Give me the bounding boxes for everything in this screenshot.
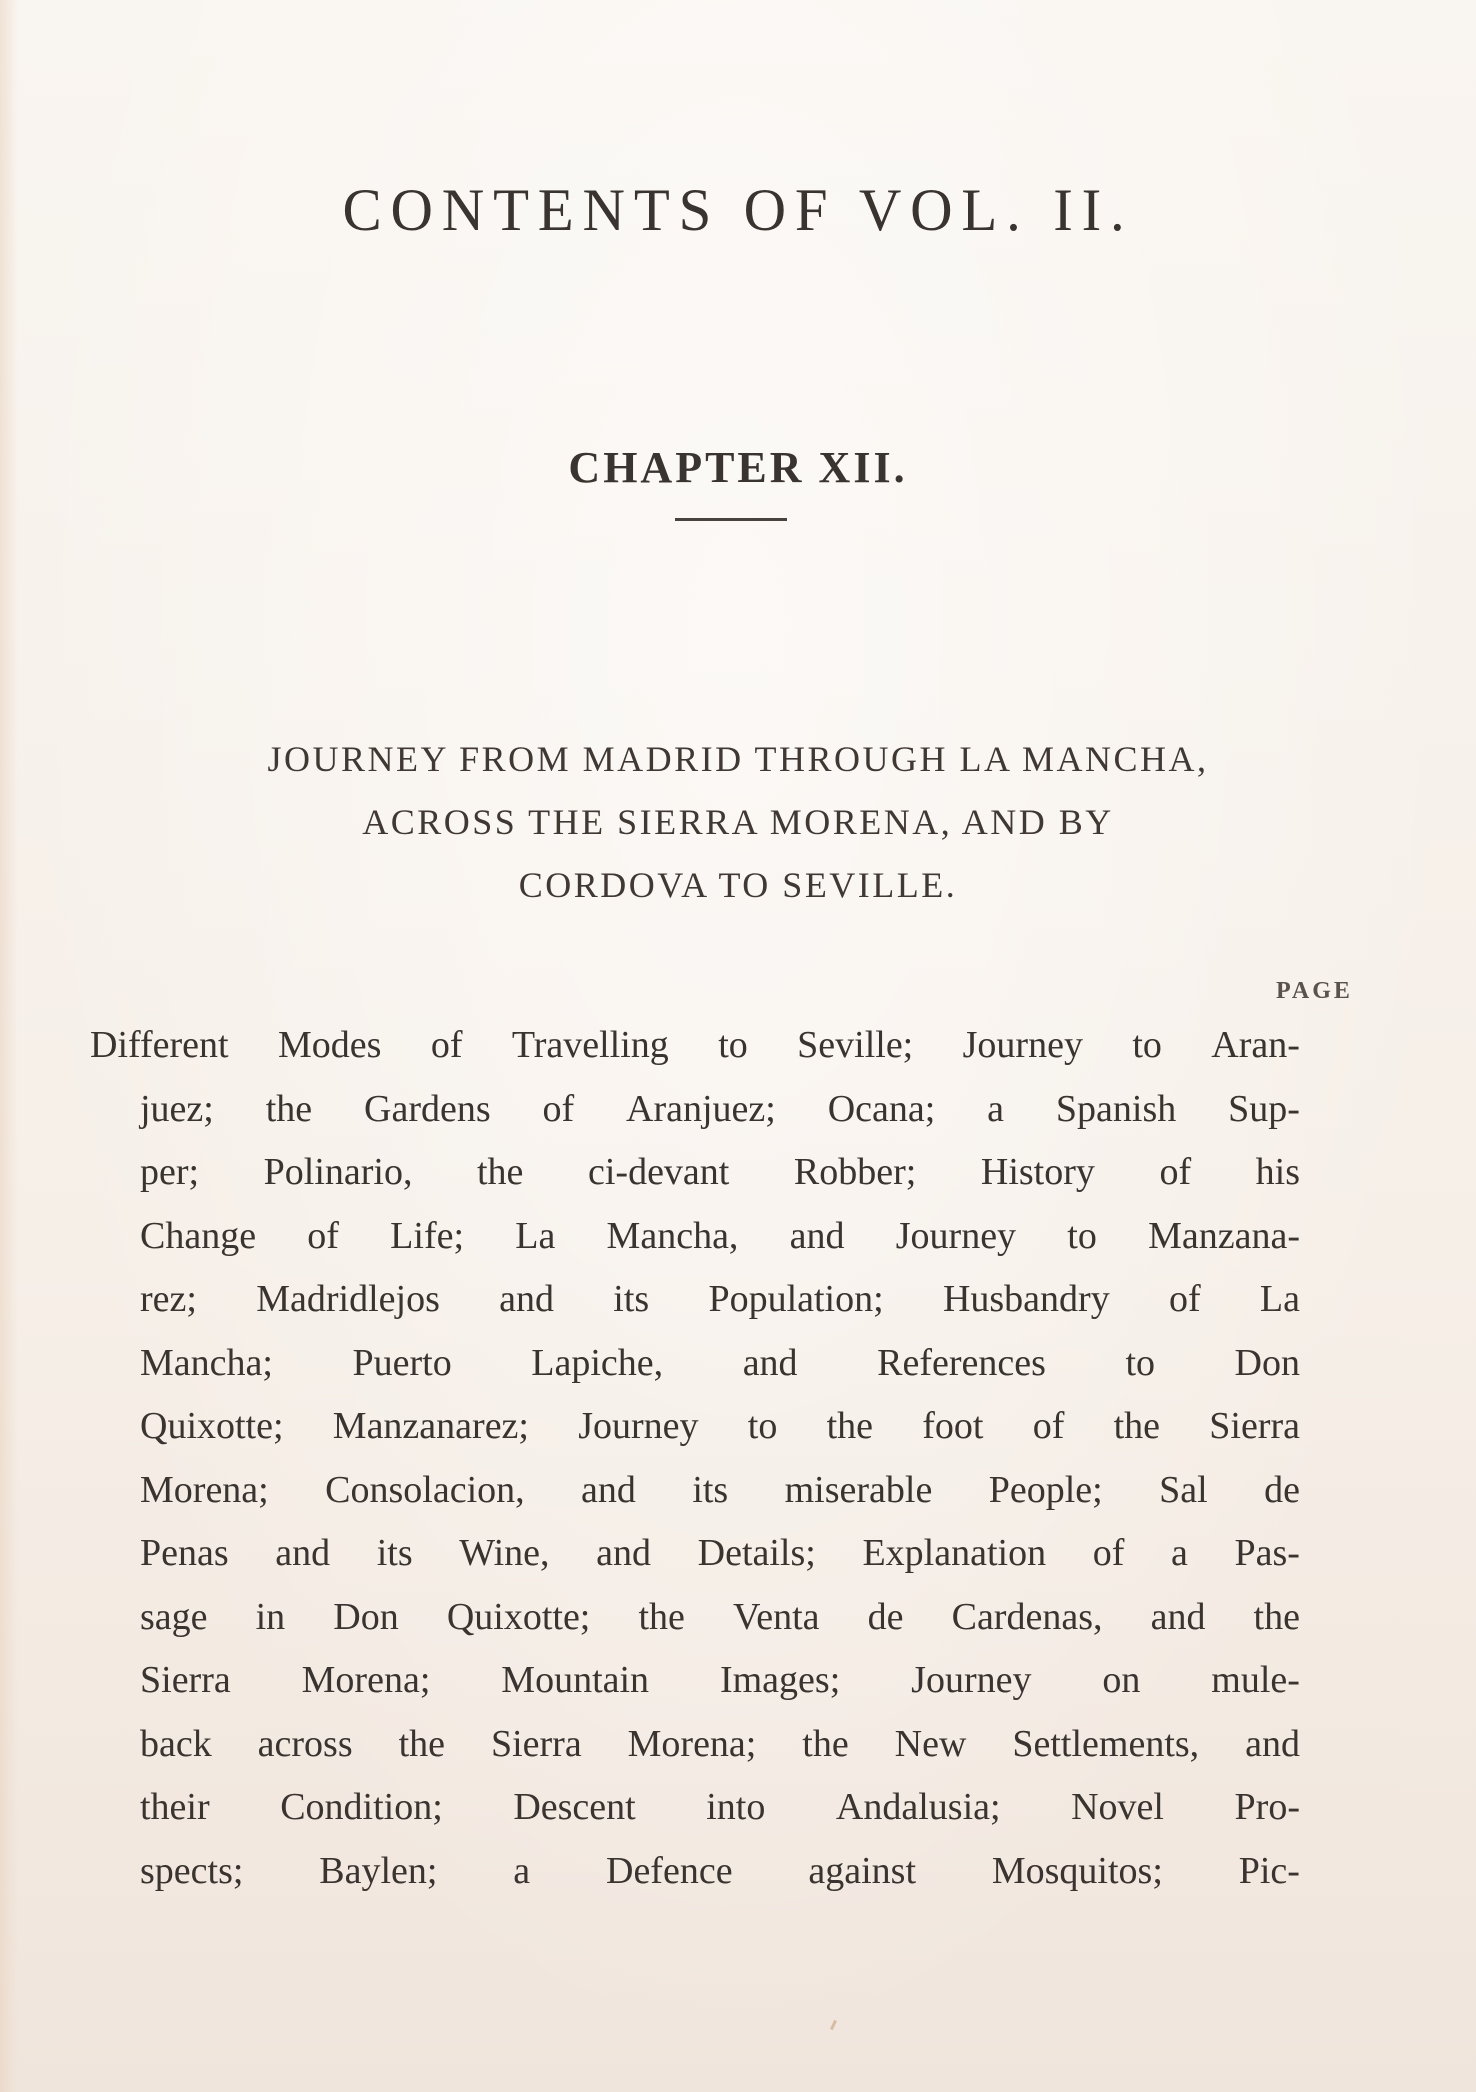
- word: of: [430, 1024, 463, 1066]
- word: of: [307, 1214, 339, 1257]
- word: References: [877, 1341, 1046, 1384]
- word: juez;: [140, 1087, 214, 1130]
- word: its: [613, 1278, 650, 1320]
- word: History: [980, 1151, 1095, 1193]
- word: the: [638, 1595, 685, 1638]
- word: and: [742, 1341, 798, 1384]
- word: Manzanarez;: [332, 1405, 529, 1447]
- word: La: [515, 1214, 556, 1257]
- word: the: [265, 1087, 313, 1130]
- word: Seville;: [797, 1024, 914, 1066]
- word: Morena;: [301, 1659, 431, 1701]
- word: New: [894, 1722, 967, 1765]
- word: to: [1132, 1024, 1162, 1066]
- word: People;: [988, 1468, 1103, 1511]
- word: Don: [1234, 1341, 1300, 1384]
- word: miserable: [784, 1468, 933, 1511]
- synopsis-line: [90, 1332, 1300, 1396]
- word: back: [140, 1722, 212, 1765]
- word: Spanish: [1055, 1087, 1177, 1130]
- word: Life;: [390, 1214, 465, 1257]
- word: Explanation: [862, 1532, 1047, 1574]
- word: Defence: [606, 1849, 733, 1892]
- word: Aran-: [1211, 1024, 1300, 1066]
- word: Don: [333, 1595, 399, 1638]
- synopsis-line: [90, 1649, 1300, 1713]
- word: Sal: [1159, 1468, 1208, 1511]
- word: Journey: [962, 1024, 1083, 1066]
- divider-rule: [675, 518, 787, 521]
- word: the: [1113, 1405, 1161, 1447]
- word: the: [1253, 1595, 1300, 1638]
- synopsis-line: [90, 1840, 1300, 1904]
- word: to: [747, 1405, 778, 1447]
- word: Pro-: [1234, 1786, 1300, 1828]
- word: Descent: [513, 1786, 636, 1828]
- synopsis-line: [90, 1078, 1300, 1142]
- word: on: [1102, 1659, 1141, 1701]
- page-column-label: PAGE: [1276, 978, 1353, 1004]
- word: the: [477, 1151, 524, 1193]
- word: rez;: [140, 1278, 197, 1320]
- word: Sierra: [490, 1722, 582, 1765]
- word: and: [596, 1532, 652, 1574]
- word: Mosquitos;: [991, 1849, 1163, 1892]
- word: Madridlejos: [256, 1278, 440, 1320]
- word: Sup-: [1228, 1087, 1300, 1130]
- word: Aranjuez;: [626, 1087, 776, 1130]
- word: Penas: [140, 1532, 229, 1574]
- word: and: [1245, 1722, 1300, 1765]
- word: of: [542, 1087, 575, 1130]
- word: Sierra: [1209, 1405, 1300, 1447]
- word: de: [1264, 1468, 1300, 1511]
- word: against: [808, 1849, 917, 1892]
- chapter-synopsis: [90, 1014, 1300, 1903]
- word: Ocana;: [827, 1087, 936, 1130]
- word: mule-: [1211, 1659, 1300, 1701]
- word: to: [1067, 1214, 1097, 1257]
- paper-speck: [830, 2020, 837, 2030]
- word: Morena;: [627, 1722, 757, 1765]
- word: Novel: [1071, 1786, 1164, 1828]
- synopsis-line: [90, 1776, 1300, 1840]
- chapter-heading: CHAPTER XII.: [568, 442, 908, 492]
- word: its: [376, 1532, 413, 1574]
- word: the: [826, 1405, 873, 1447]
- word: Mountain: [501, 1659, 650, 1701]
- word: ci-devant: [587, 1151, 730, 1193]
- word: Pas-: [1234, 1532, 1300, 1574]
- word: Pic-: [1238, 1849, 1300, 1892]
- word: Puerto: [352, 1341, 452, 1384]
- word: Morena;: [140, 1468, 269, 1511]
- word: of: [1168, 1278, 1201, 1320]
- word: per;: [140, 1151, 200, 1193]
- word: Journey: [578, 1405, 699, 1447]
- word: a: [513, 1849, 531, 1892]
- word: Journey: [895, 1214, 1017, 1257]
- word: to: [1125, 1341, 1155, 1384]
- synopsis-line: [90, 1268, 1300, 1332]
- word: spects;: [140, 1849, 244, 1892]
- word: Details;: [697, 1532, 816, 1574]
- contents-heading: CONTENTS OF VOL. II.: [342, 177, 1134, 244]
- word: Mancha,: [606, 1214, 739, 1257]
- synopsis-line: [90, 1141, 1300, 1205]
- synopsis-line: [90, 1014, 1300, 1078]
- word: of: [1092, 1532, 1125, 1574]
- word: the: [802, 1722, 849, 1765]
- word: and: [581, 1468, 636, 1511]
- word: Wine,: [459, 1532, 550, 1574]
- chapter-subtitle: [0, 728, 1476, 917]
- synopsis-line: [90, 1459, 1300, 1523]
- page-gutter-shadow: [0, 0, 18, 2092]
- word: to: [718, 1024, 748, 1066]
- word: Settlements,: [1012, 1722, 1200, 1765]
- word: Images;: [719, 1659, 841, 1701]
- synopsis-line: [90, 1713, 1300, 1777]
- synopsis-line: [90, 1522, 1300, 1586]
- word: Husbandry: [942, 1278, 1110, 1320]
- subtitle-line: ACROSS THE SIERRA MORENA, AND BY: [362, 802, 1114, 842]
- word: and: [789, 1214, 845, 1257]
- word: de: [867, 1595, 904, 1638]
- word: Baylen;: [319, 1849, 438, 1892]
- word: Travelling: [511, 1024, 669, 1066]
- word: a: [987, 1087, 1005, 1130]
- word: La: [1259, 1278, 1300, 1320]
- word: a: [1170, 1532, 1188, 1574]
- word: and: [275, 1532, 331, 1574]
- word: their: [140, 1786, 210, 1828]
- subtitle-line: CORDOVA TO SEVILLE.: [518, 865, 958, 905]
- word: Polinario,: [263, 1151, 413, 1193]
- word: Robber;: [793, 1151, 917, 1193]
- word: of: [1159, 1151, 1192, 1193]
- word: Sierra: [140, 1659, 231, 1701]
- word: Consolacion,: [325, 1468, 525, 1511]
- word: Quixotte;: [446, 1595, 591, 1638]
- word: the: [398, 1722, 446, 1765]
- word: Cardenas,: [951, 1595, 1103, 1638]
- synopsis-line: [90, 1205, 1300, 1269]
- word: of: [1032, 1405, 1065, 1447]
- subtitle-line: JOURNEY FROM MADRID THROUGH LA MANCHA,: [267, 739, 1209, 779]
- word: Population;: [708, 1278, 884, 1320]
- word: Mancha;: [140, 1341, 273, 1384]
- synopsis-line: [90, 1395, 1300, 1459]
- word: Lapiche,: [531, 1341, 664, 1384]
- word: Manzana-: [1148, 1214, 1300, 1257]
- word: and: [1150, 1595, 1206, 1638]
- word: Andalusia;: [835, 1786, 1001, 1828]
- synopsis-line: [90, 1586, 1300, 1650]
- word: Different: [90, 1024, 229, 1066]
- word: into: [706, 1786, 766, 1828]
- word: Change: [140, 1214, 257, 1257]
- word: across: [257, 1722, 353, 1765]
- word: foot: [922, 1405, 984, 1447]
- word: Venta: [733, 1595, 820, 1638]
- word: Journey: [911, 1659, 1032, 1701]
- word: his: [1255, 1151, 1300, 1193]
- word: Condition;: [280, 1786, 443, 1828]
- word: its: [692, 1468, 729, 1511]
- word: and: [499, 1278, 554, 1320]
- word: Gardens: [364, 1087, 491, 1130]
- word: in: [255, 1595, 286, 1638]
- word: Quixotte;: [140, 1405, 284, 1447]
- word: Modes: [277, 1024, 382, 1066]
- word: sage: [140, 1595, 208, 1638]
